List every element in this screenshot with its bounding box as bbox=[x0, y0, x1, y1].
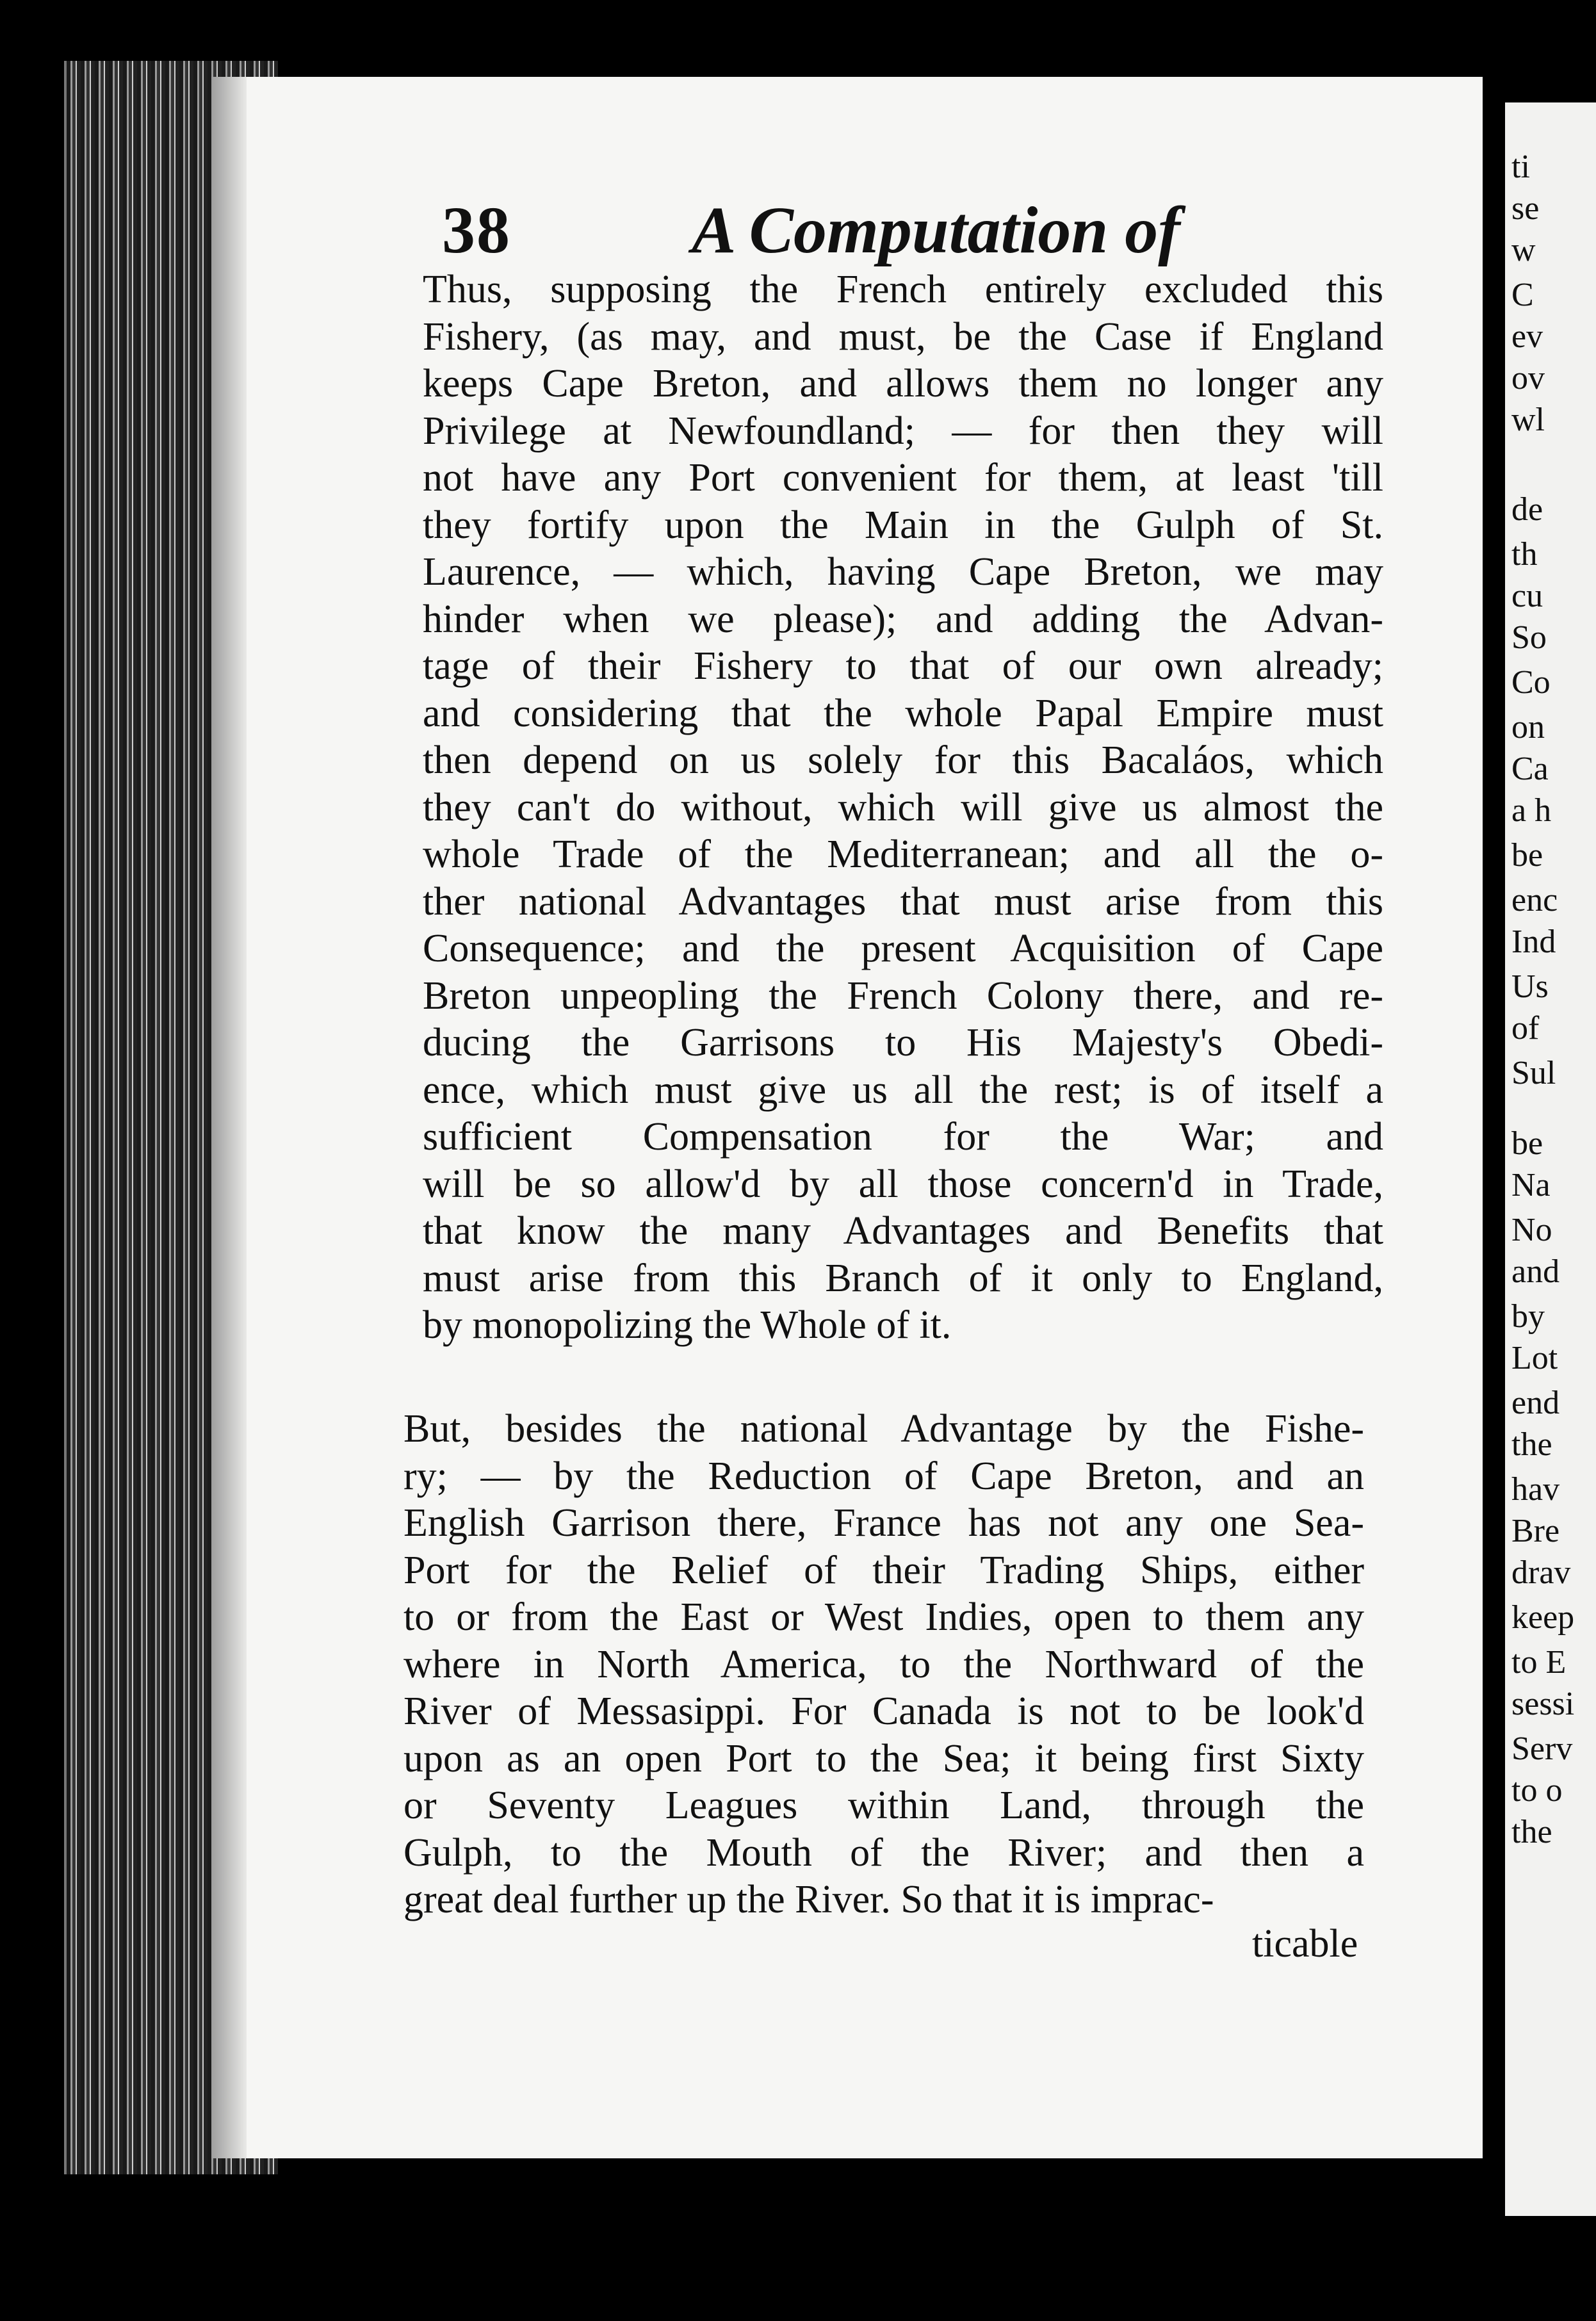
facing-page-fragment: drav bbox=[1511, 1554, 1571, 1591]
text-line: Laurence, — which, having Cape Breton, we may bbox=[423, 550, 1383, 594]
text-line: they can't do without, which will give us almost the bbox=[423, 785, 1383, 829]
facing-page-fragment: wl bbox=[1511, 402, 1545, 438]
facing-page-fragment: So bbox=[1511, 619, 1547, 656]
facing-page-fragment: Ind bbox=[1511, 924, 1556, 960]
text-line: by monopolizing the Whole of it. bbox=[423, 1303, 952, 1347]
facing-page-fragment: by bbox=[1511, 1298, 1545, 1335]
text-line: and considering that the whole Papal Empire must bbox=[423, 691, 1383, 735]
facing-page-fragment: the bbox=[1511, 1814, 1552, 1850]
text-line: ducing the Garrisons to His Majesty's Obedi- bbox=[423, 1021, 1383, 1064]
text-line: then depend on us solely for this Bacaláos, which bbox=[423, 738, 1383, 782]
facing-page-fragment: ov bbox=[1511, 360, 1545, 396]
text-line: But, besides the national Advantage by the Fishe- bbox=[403, 1407, 1364, 1451]
text-line: where in North America, to the Northward of the bbox=[403, 1642, 1364, 1686]
facing-page-fragment: keep bbox=[1511, 1599, 1575, 1636]
facing-page-fragment: enc bbox=[1511, 882, 1558, 918]
catchword: ticable bbox=[1252, 1922, 1358, 1966]
text-line: ence, which must give us all the rest; is of itself a bbox=[423, 1068, 1383, 1112]
facing-page-fragment: C bbox=[1511, 277, 1534, 313]
page-gutter-shadow bbox=[211, 77, 247, 2158]
text-line: Thus, supposing the French entirely excluded this bbox=[423, 268, 1383, 311]
facing-page-fragment: Ca bbox=[1511, 751, 1549, 787]
facing-page-fragment: ti bbox=[1511, 149, 1530, 185]
text-line: not have any Port convenient for them, at least 'till bbox=[423, 456, 1383, 500]
text-line: must arise from this Branch of it only to England, bbox=[423, 1256, 1383, 1300]
facing-page-fragment: sessi bbox=[1511, 1686, 1575, 1722]
facing-page-fragment: th bbox=[1511, 536, 1538, 573]
text-line: Privilege at Newfoundland; — for then they will bbox=[423, 409, 1383, 453]
text-line: Fishery, (as may, and must, be the Case if England bbox=[423, 314, 1383, 359]
facing-page-fragment: be bbox=[1511, 837, 1543, 874]
facing-page-fragment: of bbox=[1511, 1010, 1540, 1046]
text-line: whole Trade of the Mediterranean; and all the o- bbox=[423, 833, 1383, 876]
text-line: keeps Cape Breton, and allows them no longer any bbox=[423, 362, 1383, 405]
facing-page-fragment: Lot bbox=[1511, 1340, 1558, 1376]
facing-page-fragment: cu bbox=[1511, 578, 1543, 614]
text-line: Consequence; and the present Acquisition of Cape bbox=[423, 927, 1383, 970]
facing-page-fragment: be bbox=[1511, 1125, 1543, 1162]
facing-page-fragment: and bbox=[1511, 1253, 1560, 1290]
facing-page-fragment: hav bbox=[1511, 1471, 1560, 1508]
text-line: sufficient Compensation for the War; and bbox=[423, 1115, 1383, 1159]
facing-page-fragment: w bbox=[1511, 232, 1536, 268]
text-line: upon as an open Port to the Sea; it being first Sixty bbox=[403, 1736, 1364, 1780]
page-header bbox=[442, 192, 1351, 275]
text-line: hinder when we please); and adding the Advan- bbox=[423, 597, 1383, 641]
paragraph-1 bbox=[423, 266, 1383, 1349]
facing-page-fragment: se bbox=[1511, 190, 1540, 227]
text-line: or Seventy Leagues within Land, through the bbox=[403, 1784, 1364, 1827]
facing-page-fragment: on bbox=[1511, 709, 1545, 745]
text-line: great deal further up the River. So that it is imprac- bbox=[403, 1878, 1214, 1921]
facing-page-fragment: end bbox=[1511, 1385, 1560, 1421]
facing-page-fragment: to o bbox=[1511, 1772, 1563, 1809]
text-line: Breton unpeopling the French Colony there, and re- bbox=[423, 973, 1383, 1018]
facing-page-fragment: Co bbox=[1511, 664, 1551, 701]
text-line: English Garrison there, France has not any one Sea- bbox=[403, 1501, 1364, 1545]
text-line: that know the many Advantages and Benefits that bbox=[423, 1209, 1383, 1253]
facing-page-fragment: to E bbox=[1511, 1644, 1567, 1681]
text-line: ry; — by the Reduction of Cape Breton, and an bbox=[403, 1454, 1364, 1498]
text-line: ther national Advantages that must arise from this bbox=[423, 879, 1383, 924]
text-line: they fortify upon the Main in the Gulph of St. bbox=[423, 503, 1383, 547]
text-line: to or from the East or West Indies, open to them any bbox=[403, 1595, 1364, 1639]
paragraph-2 bbox=[403, 1406, 1364, 1924]
facing-page-sliver bbox=[1505, 102, 1596, 2216]
facing-page-fragment: a h bbox=[1511, 792, 1552, 829]
page-number: 38 bbox=[442, 193, 511, 267]
text-line: Gulph, to the Mouth of the River; and then a bbox=[403, 1830, 1364, 1875]
facing-page-fragment: No bbox=[1511, 1212, 1552, 1248]
text-line: River of Messasippi. For Canada is not to be look'd bbox=[403, 1690, 1364, 1733]
facing-page-fragment: the bbox=[1511, 1426, 1552, 1463]
facing-page-fragment: Us bbox=[1511, 968, 1549, 1005]
facing-page-fragment: Serv bbox=[1511, 1731, 1573, 1767]
text-line: Port for the Relief of their Trading Ships, either bbox=[403, 1548, 1364, 1592]
running-title: A Computation of bbox=[692, 193, 1180, 267]
text-line: will be so allow'd by all those concern'd in Trade, bbox=[423, 1162, 1383, 1206]
facing-page-fragment: de bbox=[1511, 491, 1543, 528]
facing-page-fragment: Bre bbox=[1511, 1513, 1560, 1549]
facing-page-fragment: ev bbox=[1511, 318, 1543, 355]
facing-page-fragment: Sul bbox=[1511, 1055, 1556, 1091]
facing-page-fragment: Na bbox=[1511, 1167, 1551, 1203]
text-line: tage of their Fishery to that of our own already; bbox=[423, 644, 1383, 688]
